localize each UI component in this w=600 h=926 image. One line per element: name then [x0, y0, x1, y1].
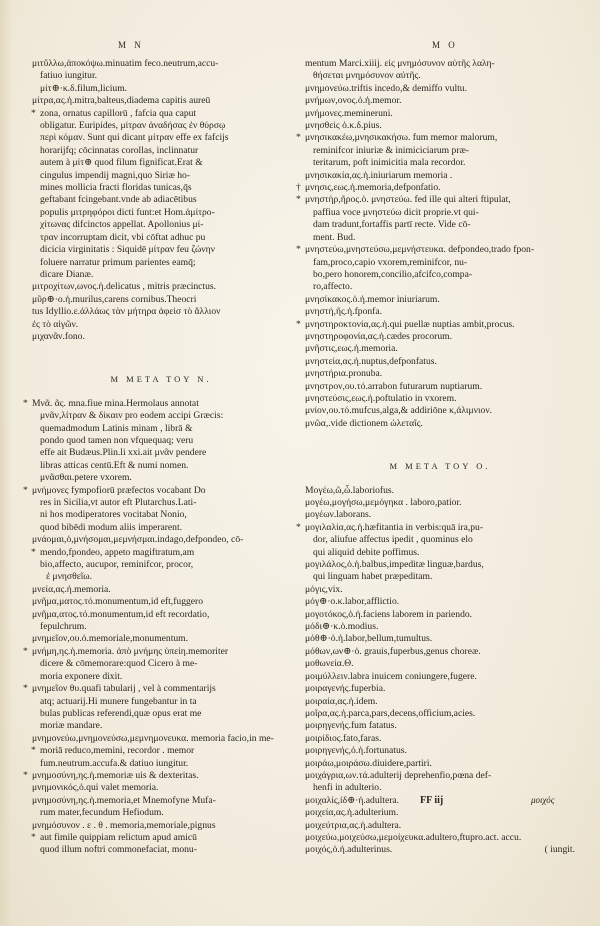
entry-line [32, 844, 290, 856]
entry-line [32, 733, 290, 745]
entry-text: μνηστήρια.pronuba. [305, 368, 383, 380]
entry-text: μόγ⊕·ο.κ.labor,afflictio. [305, 596, 400, 608]
entry-line [305, 281, 575, 293]
entry-text: μοιραγενής.fuperbia. [305, 683, 386, 695]
entry-line [32, 182, 290, 194]
entry-text: μνίον,ου.τό.mufcus,alga,& addiriōne κ,ἀλιμνιον. [305, 405, 493, 417]
entry-text: μνάομαι,ὁ,μνήσομαι,μεμνήσμαι.indago,defpondeo, cō- [32, 534, 244, 546]
entry-text: bulas publicas referendi,quæ opus erat me [40, 707, 202, 719]
entry-line [32, 207, 290, 219]
entry-text: μνημόσυνον . ε . θ . memoria,memoriale,pignus [32, 819, 216, 831]
entry-text: μνηστεύω,μνηστεύσω,μεμνήστευκα. defpondeo,trado fpon- [305, 244, 535, 256]
entry-text: μνηστεία,ας.ἡ.nuptus,defponfatus. [305, 355, 437, 367]
entry-text: obligatur. Euripides, μίτραν ἀναδήσας ἐν θύρσῳ [40, 120, 226, 132]
entry-text: μοιχός,ὁ.ἡ.adulterinus. [305, 844, 393, 856]
entry-text: μογιλαλία,ας.ἡ.hæfitantia in verbis:quā ira,pu- [305, 521, 484, 533]
entry-line [305, 269, 575, 281]
entry-line [32, 269, 290, 281]
entry-text: μνῶα,.vide dictionem ὠλεταῖς. [305, 417, 423, 429]
entry-line [305, 219, 575, 231]
entry-text: paffiua voce μνηστεύω dicit proprie.vt qui- [313, 206, 479, 218]
entry-text: μνημοσύνη,ης.ἡ.memoriæ uis & dexteritas. [32, 769, 199, 781]
entry-line [32, 547, 290, 559]
entry-line [32, 410, 290, 422]
entry-line [32, 621, 290, 633]
entry-text: μνηστρον,ου.τό.arrabon futurarum nuptiarum. [305, 380, 483, 392]
entry-line [32, 758, 290, 770]
entry-line [32, 95, 290, 107]
entry-line [305, 720, 575, 732]
entry-line [32, 795, 290, 807]
entry-text: ni hos modiperatores vocitabat Nonio, [40, 509, 187, 521]
margin-asterisk: * [296, 194, 301, 206]
entry-text: μνῆμα,ματος.τό.monumentum,id eft,fuggero [32, 596, 204, 608]
margin-asterisk: * [296, 132, 301, 144]
entry-line [305, 671, 575, 683]
left-block-1 [32, 58, 290, 343]
entry-line [23, 769, 290, 782]
entry-line [305, 733, 575, 745]
section-heading-mo: M META TOY O. [389, 461, 491, 472]
entry-text: μνᾶν,λίτραν & δίκαιν pro eodem accipi Græcis: [40, 410, 224, 422]
entry-text: fepulchrum. [40, 621, 87, 633]
entry-line [32, 423, 290, 435]
entry-line [305, 559, 575, 571]
entry-text: μιχανᾶν.fono. [32, 330, 85, 342]
entry-text: μνημονεύω.triftis incedo,& demiffo vultu. [305, 82, 467, 94]
entry-line [305, 571, 575, 583]
entry-text: μοθωνεία.Θ. [305, 658, 354, 670]
entry-line [32, 306, 290, 318]
entry-text: teritarum, poft inimicitia mala recordor. [313, 157, 466, 169]
entry-line [32, 832, 290, 844]
entry-text: μνήμονες fympofiorū præfectos vocabant Do [32, 484, 206, 496]
entry-line [305, 356, 575, 368]
entry-line [305, 844, 575, 856]
entry-line [305, 108, 575, 120]
entry-text: μοιράω,μοιράσω.diuidere,partiri. [305, 757, 432, 769]
entry-line [296, 194, 575, 206]
entry-line [32, 559, 290, 571]
entry-line [305, 331, 575, 343]
entry-line [305, 232, 575, 244]
entry-line [32, 257, 290, 269]
entry-text: cingulus impendij magni,quo Siriæ ho- [40, 169, 191, 181]
entry-text: μνησίκακος.ὁ.ἡ.memor iniuriarum. [305, 293, 440, 305]
margin-asterisk: * [23, 484, 28, 496]
entry-text: μνήμη,ης.ἡ.memoria. ἀπὸ μνήμης ὑπείη.memoriter [32, 645, 229, 657]
entry-text: rum mater,fecundum Hefiodum. [40, 807, 164, 819]
entry-line [32, 708, 290, 720]
margin-asterisk: † [296, 182, 301, 194]
entry-line [23, 645, 290, 658]
margin-asterisk: * [31, 745, 36, 757]
entry-line [305, 485, 575, 497]
entry-text: dicare Dianæ. [40, 268, 94, 280]
entry-line [23, 683, 290, 695]
margin-asterisk: * [296, 521, 301, 533]
entry-text: dicicia virginitatis : Siquidē μίτραν feu ζώνην [40, 244, 215, 256]
entry-line [23, 397, 290, 410]
entry-line [296, 244, 575, 256]
entry-text: μοιχεύτρια,ας.ἡ.adultera. [305, 819, 402, 831]
entry-line [305, 547, 575, 559]
entry-line [305, 306, 575, 318]
entry-text: libras atticas centū.Eft & numi nomen. [40, 459, 189, 471]
entry-text: μίτ⊕·κ.δ.filum,licium. [40, 82, 128, 94]
entry-line [305, 207, 575, 219]
left-block-2 [23, 397, 290, 857]
entry-text: χίτωνας difcinctos appellat. Apollonius μί- [40, 219, 204, 231]
entry-line [305, 596, 575, 608]
entry-text: μιτὔλλω,ἀποκόψω.minuatim feco.neutrum,accu- [32, 58, 219, 69]
margin-asterisk: * [31, 107, 36, 119]
entry-line [305, 70, 575, 82]
entry-line [305, 418, 575, 430]
entry-line [32, 120, 290, 132]
entry-text: μνήμων,ονος.ὁ.ἡ.memor. [305, 95, 402, 107]
entry-text: μνεία,ας.ἡ.memoria. [32, 583, 111, 595]
entry-text: μοιραία,ας.ἡ.idem. [305, 695, 378, 707]
entry-line [305, 633, 575, 645]
page-gutter-shadow [0, 0, 12, 926]
entry-text: μόθ⊕·ὁ.ἡ.labor,bellum,tumultus. [305, 633, 433, 645]
entry-text: μογιλάλος,ὁ.ἡ.balbus,impeditæ linguæ,bardus, [305, 559, 484, 571]
entry-line [305, 708, 575, 720]
entry-line [305, 683, 575, 695]
entry-text: μοιρηγενής,ὁ.ἡ.fortunatus. [305, 745, 407, 757]
margin-asterisk: * [31, 831, 36, 843]
entry-text: μνηστεύσις,εως.ἡ.poftulatio in vxorem. [305, 392, 457, 404]
entry-text: μοιρίδιος.fato,faras. [305, 732, 382, 744]
entry-text: τραν incorruptam dicit, vbi cōftat adhuc pu [40, 231, 206, 243]
margin-asterisk: * [23, 769, 28, 781]
entry-line [305, 405, 575, 417]
entry-line [32, 720, 290, 732]
entry-line [32, 145, 290, 157]
entry-line [32, 281, 290, 293]
entry-text: moriā reduco,memini, recordor . memor [40, 745, 195, 757]
right-block-1 [296, 58, 575, 430]
margin-asterisk: * [23, 683, 28, 695]
entry-line [32, 509, 290, 521]
entry-text: περὶ κόμαν. Sunt qui dicant μίτραν effe ex fafcijs [40, 132, 229, 144]
entry-text: geftabant fcingebant.vnde ab adiacētibus [40, 194, 197, 206]
catchword: μοιχός [531, 795, 555, 805]
entry-text: pondo quod tamen non vfquequaq; veru [40, 434, 194, 446]
margin-asterisk: * [31, 546, 36, 558]
entry-line [296, 132, 575, 144]
entry-line [305, 782, 575, 794]
entry-text: μοιχεύω,μοιχεύσω,μεμοίχευκα.adultero,ftupro.act. accu. [305, 831, 522, 843]
entry-text: fum.neutrum.accufa.& datiuo iungitur. [40, 757, 189, 769]
entry-text: Μογέω,ῶ,ὦ.laboriofus. [305, 484, 395, 496]
entry-line [32, 609, 290, 621]
entry-line [305, 145, 575, 157]
entry-text: ἐ μνησθεῖω. [46, 571, 93, 583]
entry-text: μιτροχίτων,ωνος.ἡ.delicatus , mitris præcinctus. [32, 281, 217, 293]
entry-text: zona, ornatus capillorū , fafcia qua caput [40, 107, 197, 119]
entry-text: qui aliquid debite poffimus. [313, 546, 420, 558]
entry-text: μίτρα,ας.ἡ.mitra,balteus,diadema capitis aureū [32, 95, 211, 107]
entry-line [32, 658, 290, 670]
entry-line [305, 646, 575, 658]
entry-text: ment. Bud. [313, 231, 356, 243]
entry-text: qui linguam habet præpeditam. [313, 571, 433, 583]
entry-text: μοῖρα,ας.ἡ.parca,pars,decens,officium,acies. [305, 707, 476, 719]
margin-asterisk: * [23, 645, 28, 657]
entry-text: tus Idyllio.ε.ἀλλάως τὰν μήτηρα ἀφεὶσ τὸ ἄλλιον [32, 306, 221, 318]
entry-text: μῦρ⊕·ο.ἡ.murilus,carens cornibus.Theocri [32, 293, 197, 305]
entry-line [32, 745, 290, 757]
entry-text: horarijfq; cōcinnatas corollas, inclinnatur [40, 144, 199, 156]
entry-line [32, 58, 290, 70]
entry-line [305, 58, 575, 70]
entry-line [305, 621, 575, 633]
entry-text: henfi in adulterio. [313, 782, 382, 794]
entry-line [305, 381, 575, 393]
entry-line [32, 157, 290, 169]
entry-text: mines mollicia fracti floridas tunicas,q̄s [40, 182, 192, 194]
entry-text: quemadmodum Latinis minam , librā & [40, 422, 193, 434]
line-tail: ( iungit. [544, 844, 575, 856]
entry-text: μοιμύλλειν.labra inuicem coniungere,fugere. [305, 670, 477, 682]
left-column [23, 58, 290, 857]
entry-text: μοιχαλίς,ίδ⊕·ἡ.adultera. [305, 794, 400, 806]
entry-line [32, 132, 290, 144]
entry-text: μνηστηροκτονία,ας.ἡ.qui puellæ nuptias ambit,procus. [305, 318, 515, 330]
entry-line [305, 832, 575, 844]
entry-line [305, 393, 575, 405]
entry-line [305, 170, 575, 182]
entry-text: Μνᾶ. ᾶς. mna.fiue mina.Hermolaus annotat [32, 397, 199, 409]
entry-line [32, 696, 290, 708]
entry-line [32, 83, 290, 95]
entry-line [32, 170, 290, 182]
entry-text: μνημεῖον,ου.ὁ.memoriale,monumentum. [32, 633, 189, 645]
entry-text: μοιρηγενής.fum fatatus. [305, 720, 397, 732]
entry-text: μογέων.laborans. [305, 509, 372, 521]
entry-line [32, 219, 290, 231]
entry-line [305, 157, 575, 169]
entry-text: dam tradunt,fortaffis partī recte. Vide cō- [313, 219, 471, 231]
entry-line [32, 782, 290, 794]
section-heading-mn: M META TOY N. [110, 374, 212, 385]
entry-text: bo,pero honorem,concilio,afcifco,compa- [313, 268, 473, 280]
entry-text: ro,affecto. [313, 281, 353, 293]
entry-text: μοιχάγρια,ων.τά.adulterij deprehenfio,pœna def- [305, 769, 492, 781]
entry-text: μνῆστις,εως.ἡ.memoria. [305, 343, 398, 355]
entry-line [305, 343, 575, 355]
entry-line [305, 807, 575, 819]
entry-text: μόδι⊕·κ.ὁ.modius. [305, 621, 379, 633]
margin-asterisk: * [23, 397, 28, 409]
entry-text: populis μιτρηφόροι dicti funt:et Hom.ἀμίτρο- [40, 206, 215, 218]
entry-text: res in Sicilia,vt autor eft Plutarchus.Lati- [40, 497, 197, 508]
running-head-right: M O [432, 40, 458, 50]
entry-line [32, 294, 290, 306]
entry-line [305, 497, 575, 509]
entry-line [32, 232, 290, 244]
entry-text: fam,proco,capio vxorem,reminifcor, nu- [313, 256, 468, 268]
entry-line [32, 194, 290, 206]
entry-text: μνηστή,ῆς.ἡ.fponfa. [305, 306, 383, 318]
entry-text: effe ait Budæus.Plin.li xxi.ait μνᾶν pendere [40, 447, 207, 459]
entry-text: μνῆμα,ατος.τό.monumentum,id eft recordatio, [32, 608, 210, 620]
signature-mark: FF iij [420, 795, 444, 806]
entry-line [32, 596, 290, 608]
entry-line [32, 460, 290, 472]
entry-line [32, 70, 290, 82]
entry-line [305, 257, 575, 269]
entry-text: reminifcor iniuriæ & inimiciciarum præ- [313, 144, 470, 156]
entry-text: dicere & cōmemorare:quod Cicero à me- [40, 658, 198, 670]
entry-line [296, 182, 575, 194]
entry-line [305, 584, 575, 596]
entry-line [305, 534, 575, 546]
entry-text: μόγις,vix. [305, 583, 343, 595]
entry-text: foluere narratur primum parientes eamq̄; [40, 256, 196, 268]
entry-line [32, 108, 290, 120]
entry-text: quod bibēdi modum aliis imperarent. [40, 521, 183, 533]
entry-text: autem à μίτ⊕ quod filum fignificat.Erat & [40, 157, 203, 169]
entry-line [296, 318, 575, 331]
entry-line [32, 447, 290, 459]
entry-text: moria exponere dixit. [40, 670, 123, 682]
entry-line [305, 770, 575, 782]
entry-text: moriæ mandare. [40, 720, 103, 732]
entry-line [32, 807, 290, 819]
entry-text: μνησις,εως.ἡ.memoria,defponfatio. [305, 182, 441, 194]
entry-line [305, 83, 575, 95]
entry-line [32, 571, 290, 583]
entry-line [305, 609, 575, 621]
entry-line [32, 633, 290, 645]
entry-line [305, 294, 575, 306]
entry-line [32, 584, 290, 596]
entry-text: mendo,fpondeo, appeto magiftratum,am [40, 546, 195, 558]
entry-text: μνημονικός,ὁ.qui valet memoria. [32, 782, 159, 794]
entry-line [305, 368, 575, 380]
entry-line [305, 658, 575, 670]
entry-line [305, 120, 575, 132]
entry-text: μνημονεύω,μνημονεύσω,μεμνημονευκα. memoria facio,in me- [32, 732, 274, 744]
entry-line [32, 820, 290, 832]
entry-text: θήσεται μνημόσυνον αὐτῆς. [313, 70, 421, 82]
entry-text: μνημεῖον θυ.quafi tabularij , vel à commentarijs [32, 683, 216, 695]
entry-text: ἐς τὸ αἰγῶν. [32, 318, 79, 330]
entry-line [32, 522, 290, 534]
entry-text: fatiuo iungitur. [40, 70, 98, 82]
entry-line [305, 509, 575, 521]
entry-line [296, 521, 575, 534]
entry-text: μνησικακέω,μνησικακήσω. fum memor malorum, [305, 132, 498, 144]
entry-text: mentum Marci.xiiij. εἰς μνημόσυνον αὐτῆς λαλη- [305, 58, 495, 69]
entry-text: atq; actuarij.Hi munere fungebantur in ta [40, 695, 197, 707]
entry-line [23, 484, 290, 497]
entry-line [305, 758, 575, 770]
margin-asterisk: * [296, 244, 301, 256]
entry-text: μνᾶσθαι.petere vxorem. [40, 472, 132, 484]
entry-text: aut fimile quippiam relictum apud amicū [40, 831, 197, 843]
entry-line [305, 95, 575, 107]
entry-text: μνηστηροφονία,ας.ἡ.cædes procorum. [305, 330, 452, 342]
entry-text: quod illum noftri commonefaciat, monu- [40, 844, 197, 856]
entry-line [32, 472, 290, 484]
entry-text: bio,affecto, aucupor, reminifcor, procor, [40, 559, 194, 571]
entry-line [32, 534, 290, 546]
entry-line [32, 497, 290, 509]
entry-text: μνησικακία,ας.ἡ.iniuriarum memoria . [305, 169, 453, 181]
running-head-left: M N [118, 40, 144, 50]
entry-text: μνησθεὶς ὁ.κ.δ.pius. [305, 120, 382, 132]
entry-line [305, 745, 575, 757]
entry-text: μοιχεία,ας.ἡ.adulterium. [305, 807, 399, 819]
entry-line [305, 820, 575, 832]
entry-text: dor, aliufue affectus ipedit , quominus elo [313, 534, 473, 546]
entry-line [32, 244, 290, 256]
entry-line [305, 696, 575, 708]
entry-text: μογέω,μογήσω,μεμόγηκα . laboro,patior. [305, 497, 462, 508]
margin-asterisk: * [296, 318, 301, 330]
entry-line [32, 435, 290, 447]
entry-line [32, 319, 290, 331]
entry-text: μνήμονες.memineruni. [305, 107, 393, 119]
entry-text: μνημοσύνη,ης.ἡ.memoria,et Mnemofyne Mufa- [32, 794, 216, 806]
right-column [296, 58, 575, 857]
entry-line [32, 671, 290, 683]
entry-text: μογοτόκος,ὁ.ἡ.faciens laborem in pariendo. [305, 608, 473, 620]
entry-text: μόθων,ων⊕·ὁ. grauis,fuperbus,genus choreæ. [305, 645, 481, 657]
entry-line [32, 331, 290, 343]
entry-text: μνηστὴρ,ῆρος.ὁ. μνηστεύω. fed ille qui alteri ftipulat, [305, 194, 511, 206]
